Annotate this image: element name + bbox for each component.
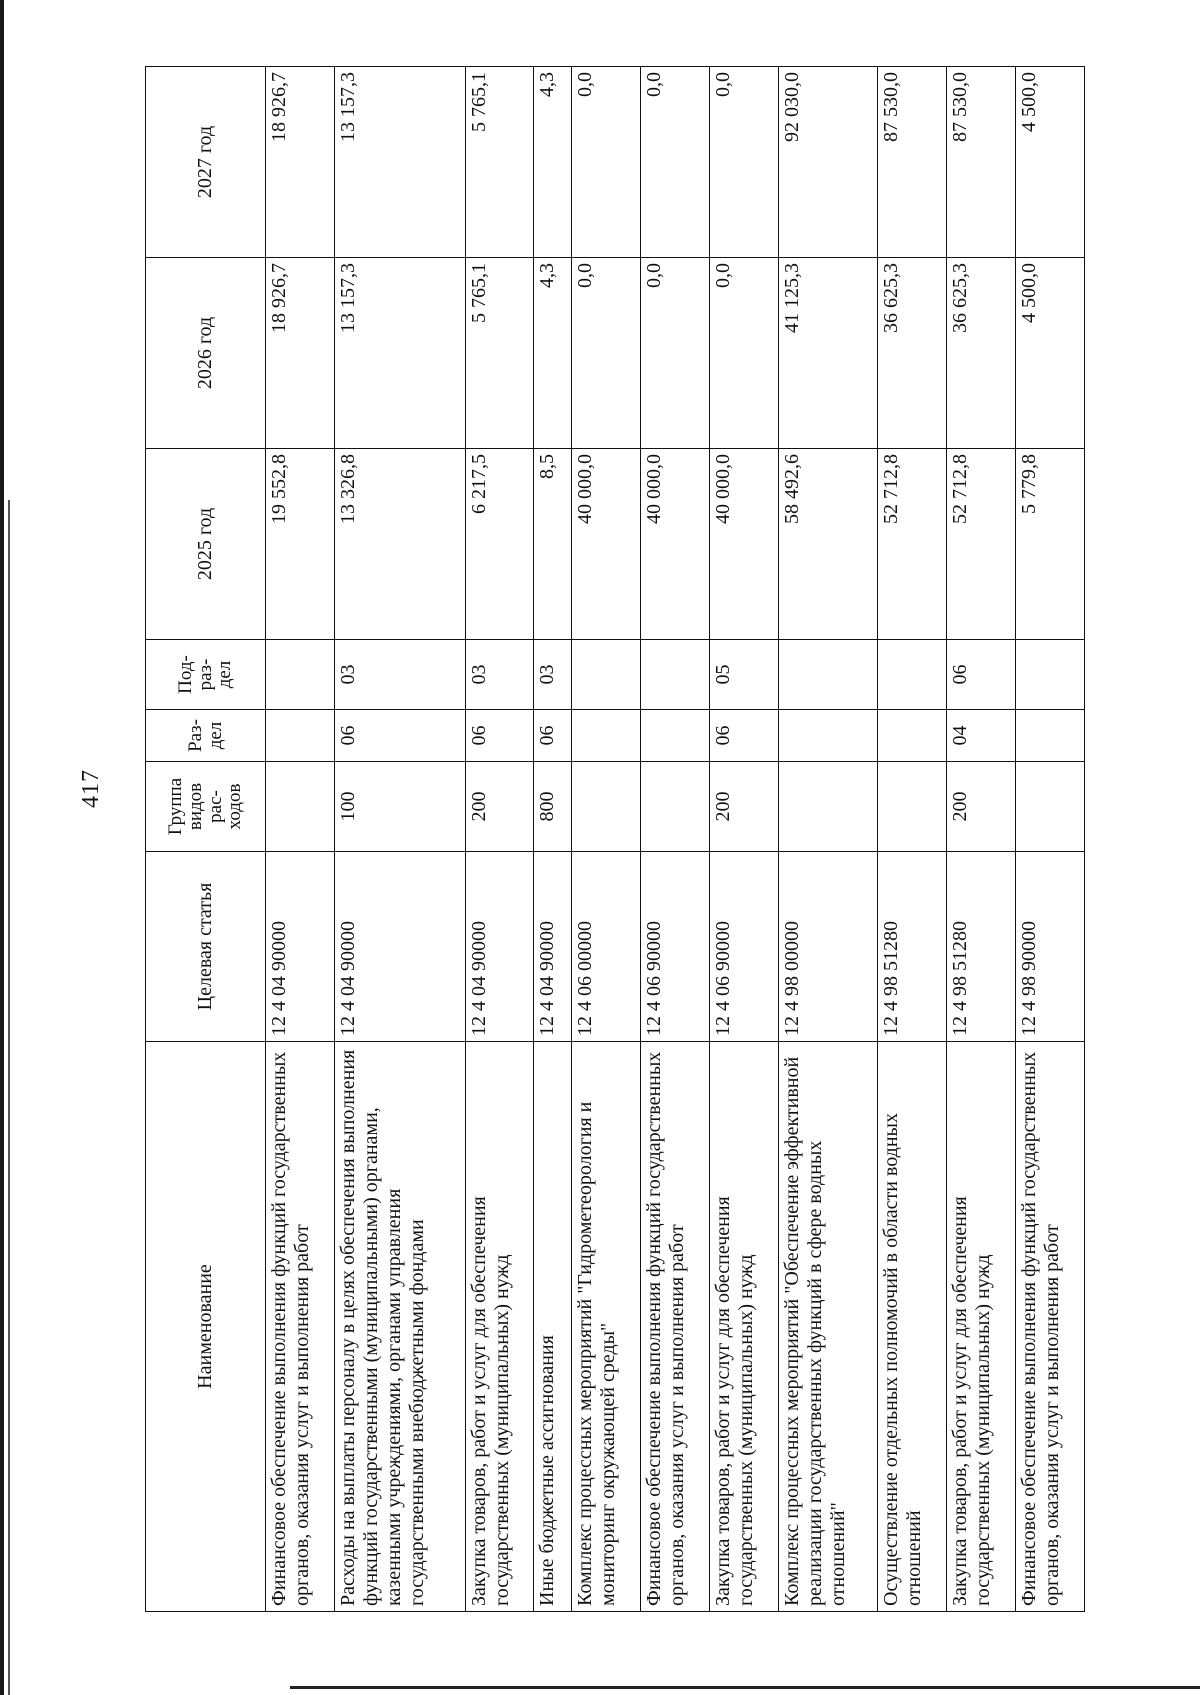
cell-2026: 18 926,7 xyxy=(266,258,335,449)
cell-target: 12 4 06 00000 xyxy=(572,852,641,1042)
cell-target: 12 4 04 90000 xyxy=(465,852,534,1042)
cell-subsection: 05 xyxy=(709,640,778,710)
cell-section: 06 xyxy=(465,710,534,762)
cell-2027: 18 926,7 xyxy=(266,67,335,258)
cell-subsection: 06 xyxy=(947,640,1016,710)
table-row xyxy=(947,67,1016,1612)
header-target: Целевая статья xyxy=(146,852,266,1042)
cell-section: 06 xyxy=(709,710,778,762)
cell-group: 200 xyxy=(947,762,1016,852)
table-row xyxy=(572,67,641,1612)
scan-bottom-line xyxy=(290,1686,1200,1689)
table-row xyxy=(1016,67,1085,1612)
budget-table xyxy=(145,66,1085,1612)
table-row xyxy=(334,67,465,1612)
cell-target: 12 4 06 90000 xyxy=(709,852,778,1042)
cell-2026: 0,0 xyxy=(572,258,641,449)
cell-subsection xyxy=(1016,640,1085,710)
cell-section xyxy=(572,710,641,762)
page-number: 417 xyxy=(78,769,104,808)
table-row xyxy=(641,67,710,1612)
cell-name: Комплекс процессных мероприятий "Обеспечение эффективной реализации государственных функций в сфере водных отношений" xyxy=(778,1042,878,1612)
header-subsection: Под- раз- дел xyxy=(146,640,266,710)
cell-group xyxy=(641,762,710,852)
cell-target: 12 4 04 90000 xyxy=(534,852,572,1042)
table-header-row xyxy=(146,67,266,1612)
cell-name: Финансовое обеспечение выполнения функций государственных органов, оказания услуг и выполнения работ xyxy=(641,1042,710,1612)
cell-2025: 19 552,8 xyxy=(266,449,335,640)
cell-name: Иные бюджетные ассигнования xyxy=(534,1042,572,1612)
cell-name: Комплекс процессных мероприятий "Гидрометеорология и мониторинг окружающей среды" xyxy=(572,1042,641,1612)
cell-2027: 92 030,0 xyxy=(778,67,878,258)
header-group: Группа видов рас- ходов xyxy=(146,762,266,852)
cell-2027: 0,0 xyxy=(641,67,710,258)
cell-target: 12 4 06 90000 xyxy=(641,852,710,1042)
cell-name: Финансовое обеспечение выполнения функций государственных органов, оказания услуг и выполнения работ xyxy=(266,1042,335,1612)
cell-subsection: 03 xyxy=(465,640,534,710)
cell-2026: 13 157,3 xyxy=(334,258,465,449)
table-row xyxy=(778,67,878,1612)
cell-2025: 52 712,8 xyxy=(878,449,947,640)
cell-2025: 52 712,8 xyxy=(947,449,1016,640)
cell-target: 12 4 98 90000 xyxy=(1016,852,1085,1042)
cell-target: 12 4 98 51280 xyxy=(947,852,1016,1042)
header-2027: 2027 год xyxy=(146,67,266,258)
cell-target: 12 4 04 90000 xyxy=(334,852,465,1042)
cell-2027: 87 530,0 xyxy=(878,67,947,258)
cell-2026: 5 765,1 xyxy=(465,258,534,449)
cell-section xyxy=(778,710,878,762)
cell-2026: 4,3 xyxy=(534,258,572,449)
cell-section xyxy=(878,710,947,762)
header-name: Наименование xyxy=(146,1042,266,1612)
cell-name: Закупка товаров, работ и услуг для обеспечения государственных (муниципальных) нужд xyxy=(947,1042,1016,1612)
cell-2025: 40 000,0 xyxy=(709,449,778,640)
cell-2025: 13 326,8 xyxy=(334,449,465,640)
cell-section: 06 xyxy=(534,710,572,762)
table-body xyxy=(266,67,1085,1612)
cell-name: Финансовое обеспечение выполнения функций государственных органов, оказания услуг и выполнения работ xyxy=(1016,1042,1085,1612)
cell-2026: 0,0 xyxy=(641,258,710,449)
scan-edge-line-secondary xyxy=(8,500,10,1695)
cell-2026: 36 625,3 xyxy=(878,258,947,449)
table-row xyxy=(534,67,572,1612)
cell-name: Закупка товаров, работ и услуг для обеспечения государственных (муниципальных) нужд xyxy=(465,1042,534,1612)
cell-section: 06 xyxy=(334,710,465,762)
cell-2025: 6 217,5 xyxy=(465,449,534,640)
cell-section xyxy=(1016,710,1085,762)
cell-subsection xyxy=(878,640,947,710)
table-row xyxy=(266,67,335,1612)
cell-2027: 0,0 xyxy=(572,67,641,258)
cell-subsection: 03 xyxy=(534,640,572,710)
cell-subsection xyxy=(778,640,878,710)
cell-name: Закупка товаров, работ и услуг для обеспечения государственных (муниципальных) нужд xyxy=(709,1042,778,1612)
table-row xyxy=(709,67,778,1612)
cell-2026: 41 125,3 xyxy=(778,258,878,449)
cell-2025: 40 000,0 xyxy=(641,449,710,640)
cell-2027: 13 157,3 xyxy=(334,67,465,258)
header-section: Раз- дел xyxy=(146,710,266,762)
header-2026: 2026 год xyxy=(146,258,266,449)
cell-group: 800 xyxy=(534,762,572,852)
cell-2025: 8,5 xyxy=(534,449,572,640)
cell-group: 200 xyxy=(709,762,778,852)
cell-2026: 4 500,0 xyxy=(1016,258,1085,449)
cell-2027: 4,3 xyxy=(534,67,572,258)
cell-subsection xyxy=(266,640,335,710)
table-row xyxy=(878,67,947,1612)
cell-subsection: 03 xyxy=(334,640,465,710)
cell-2025: 58 492,6 xyxy=(778,449,878,640)
cell-target: 12 4 98 51280 xyxy=(878,852,947,1042)
cell-target: 12 4 98 00000 xyxy=(778,852,878,1042)
cell-group: 100 xyxy=(334,762,465,852)
cell-2027: 4 500,0 xyxy=(1016,67,1085,258)
cell-2025: 40 000,0 xyxy=(572,449,641,640)
cell-2026: 0,0 xyxy=(709,258,778,449)
cell-group xyxy=(1016,762,1085,852)
cell-2025: 5 779,8 xyxy=(1016,449,1085,640)
cell-2027: 87 530,0 xyxy=(947,67,1016,258)
cell-2027: 5 765,1 xyxy=(465,67,534,258)
budget-table-wrapper xyxy=(145,67,1085,1612)
cell-2027: 0,0 xyxy=(709,67,778,258)
cell-group xyxy=(572,762,641,852)
cell-group xyxy=(778,762,878,852)
table-row xyxy=(465,67,534,1612)
cell-section: 04 xyxy=(947,710,1016,762)
cell-name: Расходы на выплаты персоналу в целях обеспечения выполнения функций государственными (муниципальными) органами, казенными учреждениями, органами управления государственными внебюджетными фондами xyxy=(334,1042,465,1612)
cell-group: 200 xyxy=(465,762,534,852)
header-2025: 2025 год xyxy=(146,449,266,640)
cell-subsection xyxy=(641,640,710,710)
cell-2026: 36 625,3 xyxy=(947,258,1016,449)
cell-section xyxy=(266,710,335,762)
cell-section xyxy=(641,710,710,762)
cell-subsection xyxy=(572,640,641,710)
cell-name: Осуществление отдельных полномочий в области водных отношений xyxy=(878,1042,947,1612)
cell-group xyxy=(878,762,947,852)
cell-group xyxy=(266,762,335,852)
scan-edge-line xyxy=(0,0,4,1695)
cell-target: 12 4 04 90000 xyxy=(266,852,335,1042)
